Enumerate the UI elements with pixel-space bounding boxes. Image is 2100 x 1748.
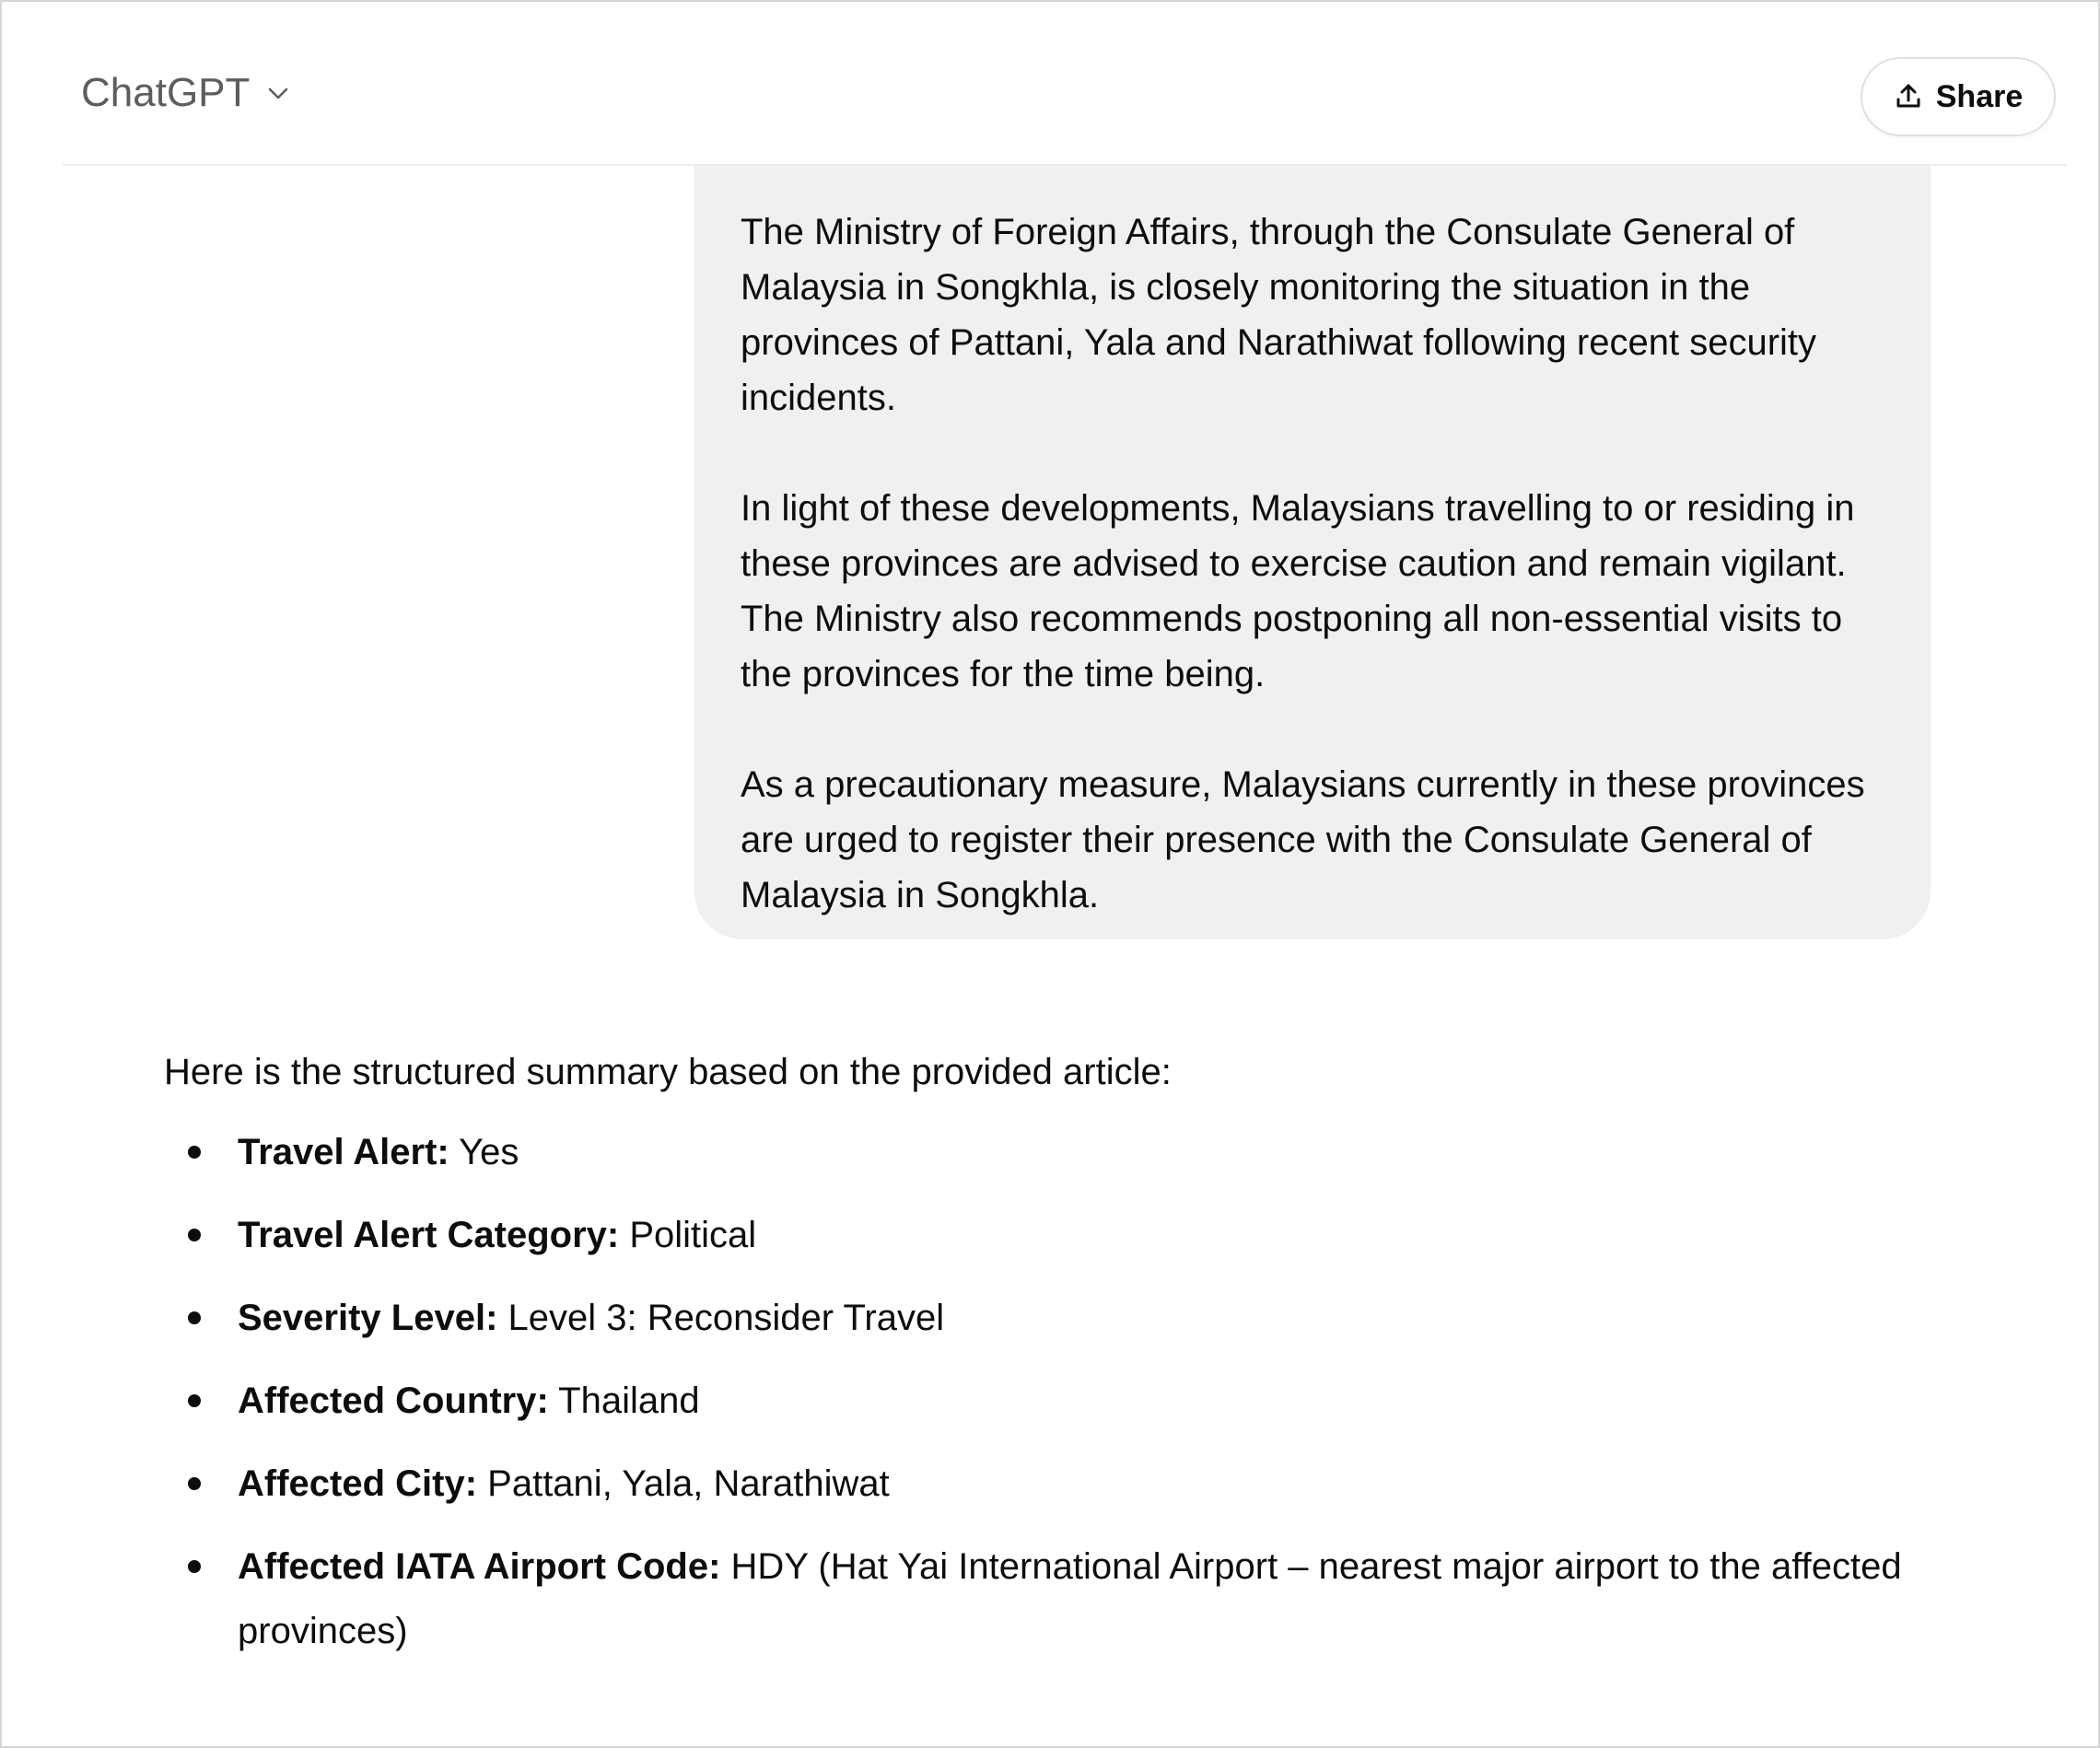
user-message-bubble: [694, 166, 1931, 939]
bullet-icon: [188, 1146, 201, 1159]
item-value: Level 3: Reconsider Travel: [508, 1298, 945, 1338]
list-item: [164, 1203, 1988, 1267]
item-value: Pattani, Yala, Narathiwat: [487, 1463, 890, 1504]
assistant-message: [164, 1044, 1988, 1682]
list-item: [164, 1120, 1988, 1184]
list-item: [164, 1534, 1988, 1663]
bullet-icon: [188, 1394, 201, 1407]
item-label: Travel Alert:: [238, 1132, 449, 1172]
list-item: [164, 1369, 1988, 1433]
bullet-icon: [188, 1477, 201, 1490]
summary-list: [164, 1120, 1988, 1663]
item-value: Thailand: [558, 1381, 700, 1421]
share-button[interactable]: [1861, 57, 2056, 136]
share-label: Share: [1935, 78, 2024, 114]
list-item: [164, 1451, 1988, 1516]
user-message-paragraph: As a precautionary measure, Malaysians currently in these provinces are urged to register their presence with the Consulate General of Malaysia in Songkhla.: [741, 764, 1865, 915]
bullet-icon: [188, 1229, 201, 1241]
item-label: Travel Alert Category:: [238, 1215, 620, 1255]
bullet-icon: [188, 1311, 201, 1324]
list-item: [164, 1286, 1988, 1350]
share-upload-icon: [1894, 82, 1923, 111]
item-value: Yes: [459, 1132, 519, 1172]
bullet-icon: [188, 1560, 201, 1573]
item-value: HDY (Hat Yai International Airport – nearest major airport to the affected provinces): [238, 1546, 1902, 1651]
assistant-intro: Here is the structured summary based on the provided article:: [164, 1052, 1172, 1092]
item-value: Political: [629, 1215, 757, 1255]
model-selector[interactable]: [81, 70, 290, 116]
item-label: Affected City:: [238, 1463, 478, 1504]
item-label: Affected IATA Airport Code:: [238, 1546, 721, 1587]
top-bar: [63, 2, 2067, 166]
item-label: Affected Country:: [238, 1381, 549, 1421]
user-message-paragraph: The Ministry of Foreign Affairs, through the Consulate General of Malaysia in Songkhla, is closely monitoring the situation in the provinces of Pattani, Yala and Narathiwat following recent security incidents.: [741, 212, 1817, 418]
model-name: ChatGPT: [81, 70, 251, 115]
chevron-down-icon: [266, 81, 290, 105]
user-message-paragraph: In light of these developments, Malaysians travelling to or residing in these provinces are advised to exercise caution and remain vigilant. The Ministry also recommends postponing all non-essential visits to the provinces for the time being.: [741, 488, 1855, 694]
item-label: Severity Level:: [238, 1298, 498, 1338]
